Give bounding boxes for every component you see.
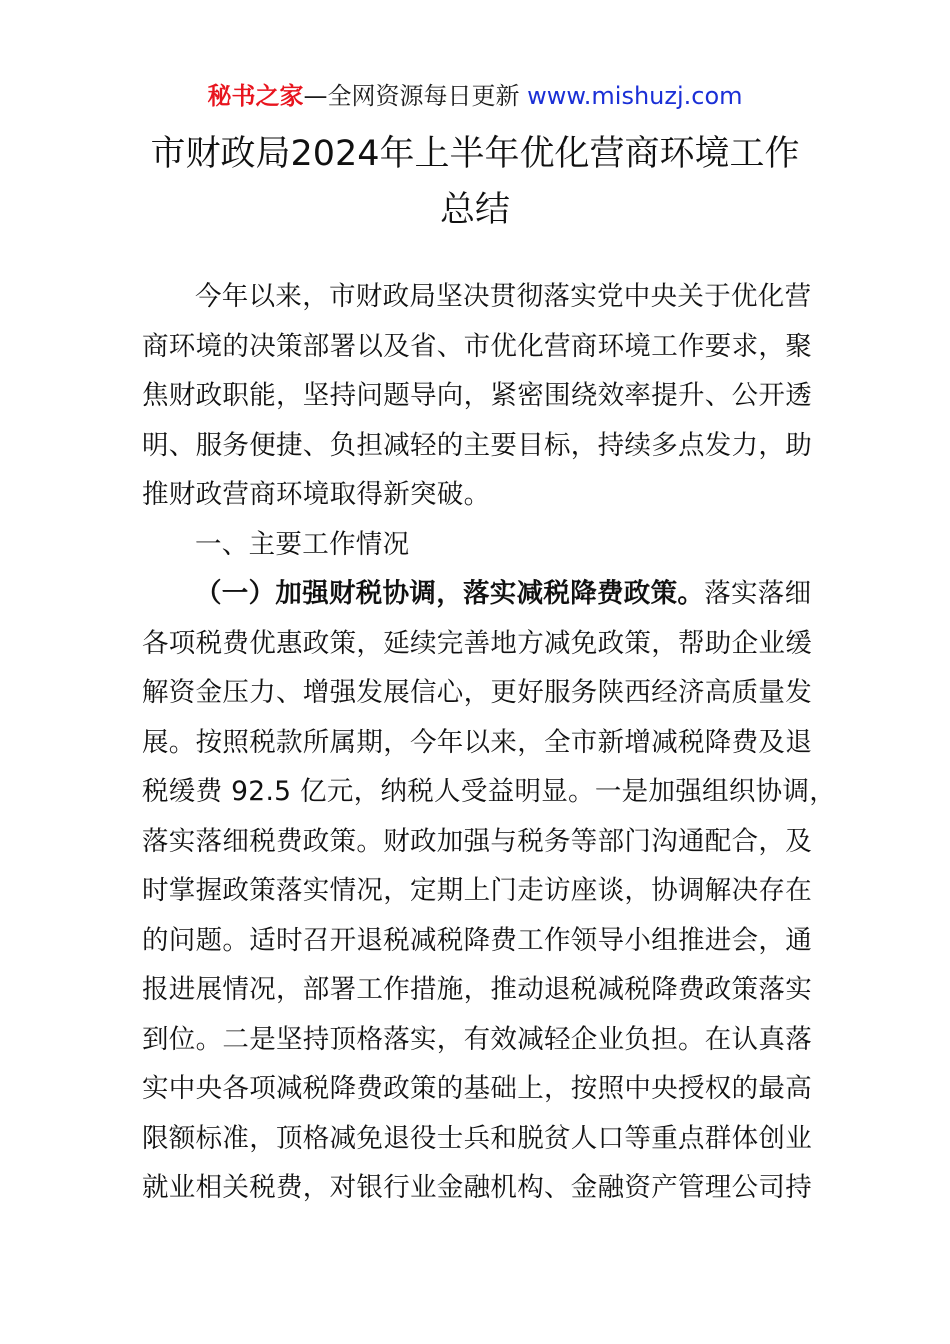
document-body [142,272,837,1213]
section1-line: 时掌握政策落实情况，定期上门走访座谈，协调解决存在 [142,875,812,906]
section1-line: 就业相关税费，对银行业金融机构、金融资产管理公司持 [142,1172,812,1203]
section-heading-main-work: 一、主要工作情况 [195,528,410,560]
brand-name: 秘书之家 [207,82,304,110]
paragraph-intro-line: 今年以来，市财政局坚决贯彻落实党中央关于优化营 [195,281,812,312]
section1-line: 到位。二是坚持顶格落实，有效减轻企业负担。在认真落 [142,1023,812,1055]
title-line-2: 总结 [439,190,510,230]
section1-line: 展。按照税款所属期，今年以来，全市新增减税降费及退 [142,726,812,758]
section1-line: 税缓费 92.5 亿元，纳税人受益明显。一是加强组织协调， [142,776,837,807]
paragraph-intro-line: 推财政营商环境取得新突破。 [142,479,491,510]
paragraph-intro-line: 商环境的决策部署以及省、市优化营商环境工作要求，聚 [142,330,812,362]
section1-line: 限额标准，顶格减免退役士兵和脱贫人口等重点群体创业 [142,1122,812,1154]
section1-line: 解资金压力、增强发展信心，更好服务陕西经济高质量发 [142,677,812,708]
section1-line: 实中央各项减税降费政策的基础上，按照中央授权的最高 [142,1073,812,1104]
title-line-1: 市财政局2024年上半年优化营商环境工作 [150,134,800,174]
section1-line: 各项税费优惠政策，延续完善地方减免政策，帮助企业缓 [142,627,812,659]
site-header [0,80,950,112]
section1-line: 报进展情况，部署工作措施，推动退税减税降费政策落实 [142,974,812,1005]
section1-lead-text: 落实落细 [704,578,812,609]
section1-first-line [142,569,810,619]
paragraph-intro-line: 明、服务便捷、负担减轻的主要目标，持续多点发力，助 [142,429,812,461]
document-title [130,126,820,238]
section1-line: 落实落细税费政策。财政加强与税务等部门沟通配合，及 [142,825,812,857]
section1-line: 的问题。适时召开退税减税降费工作领导小组推进会，通 [142,924,812,956]
paragraph-intro-line: 焦财政职能，坚持问题导向，紧密围绕效率提升、公开透 [142,380,812,411]
header-tagline: —全网资源每日更新 [303,82,528,110]
site-url-link[interactable]: www.mishuzj.com [527,82,743,110]
section1-heading: （一）加强财税协调，落实减税降费政策。 [195,578,705,609]
